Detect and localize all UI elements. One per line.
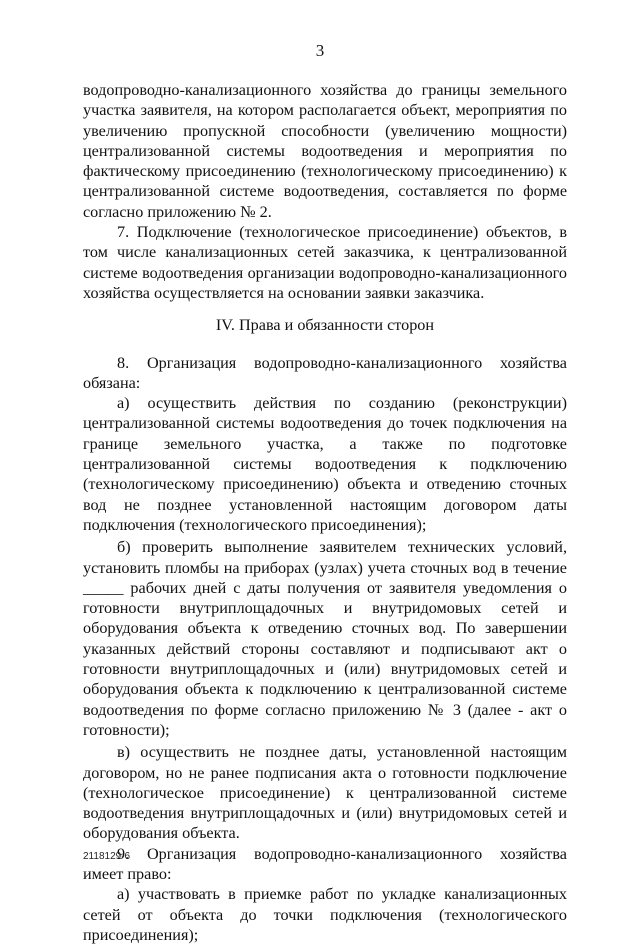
paragraph-continuation: водопроводно-канализационного хозяйства до границы земельного участка заявителя, на котором располагается объект, мероприятия по увеличению пропускной способности (увеличению мощности) централизованной системы водоотведения и мероприятия по фактическому присоединению (технологическому присоединению) к централизованной системе водоотведения, составляется по форме согласно приложению № 2. — [83, 81, 567, 221]
paragraph-9: 9. Организация водопроводно-канализационного хозяйства имеет право: — [83, 844, 567, 883]
section-heading: IV. Права и обязанности сторон — [215, 316, 435, 335]
paragraph-8v: в) осуществить не позднее даты, установленной настоящим договором, но не ранее подписания акта о готовности подключение (технологическое присоединение) к централизованной системе водоотведения внутриплощадочных и (или) внутридомовых сетей и оборудования объекта. — [83, 743, 567, 843]
paragraph-9a: а) участвовать в приемке работ по укладке канализационных сетей от объекта до точки подключения (технологического присоединения); — [83, 885, 567, 944]
paragraph-8a: а) осуществить действия по созданию (реконструкции) централизованной системы водоотведения до точек подключения на границе земельного участка, а также по подготовке централизованной системы водоотведения к подключению (технологическому присоединению) объекта и отведению сточных вод не позднее установленной настоящим договором даты подключения (технологического присоединения); — [83, 394, 567, 534]
paragraph-8b: б) проверить выполнение заявителем технических условий, установить пломбы на приборах (узлах) учета сточных вод в течение _____ рабочих дней с даты получения от заявителя уведомления о готовности внутриплощадочных и внутридомовых сетей и оборудования объекта к отведению сточных вод. По завершении указанных действий стороны составляют и подписывают акт о готовности внутриплощадочных и (или) внутридомовых сетей и оборудования объекта к подключению к централизованной системе водоотведения по форме согласно приложению № 3 (далее - акт о готовности); — [83, 538, 567, 739]
document-code: 2118129-6 — [83, 851, 131, 862]
document-body — [83, 80, 567, 945]
page-number: 3 — [315, 41, 325, 60]
paragraph-8: 8. Организация водопроводно-канализационного хозяйства обязана: — [83, 353, 567, 392]
paragraph-7: 7. Подключение (технологическое присоединение) объектов, в том числе канализационных сетей заказчика, к централизованной системе водоотведения организации водопроводно-канализационного хозяйства осуществляется на основании заявки заказчика. — [83, 223, 567, 302]
